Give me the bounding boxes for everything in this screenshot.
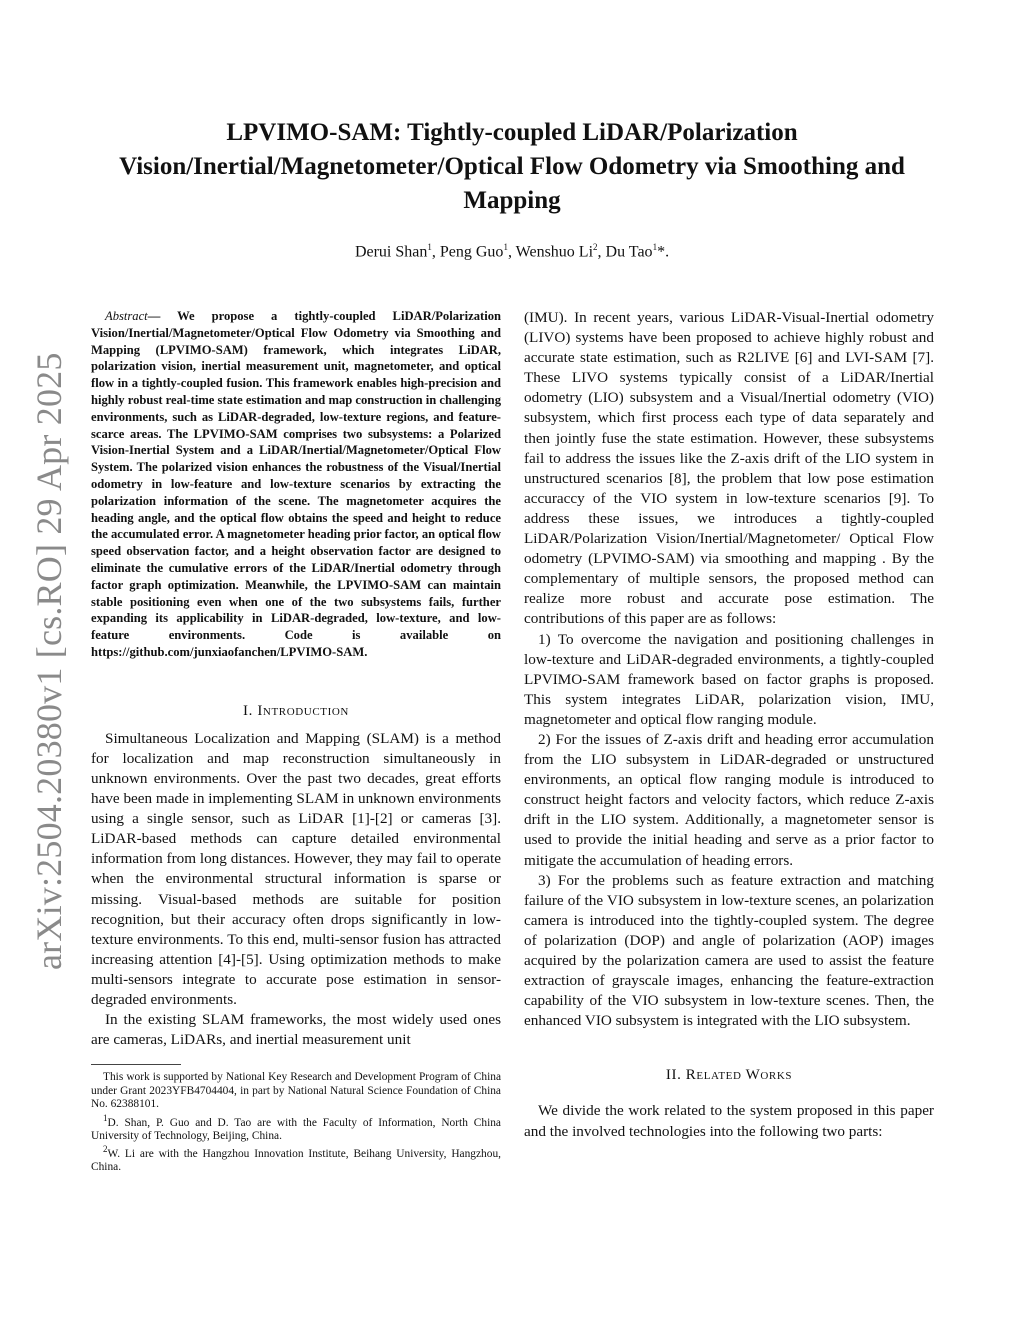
affiliation-footnote: $^2$W. Li are with the Hangzhou Innovation Institute, Beihang University, Hangzhou, China. — [91, 1144, 501, 1174]
corresponding-author-mark: *. — [657, 243, 670, 261]
author-name: Du Tao — [605, 243, 653, 261]
affiliation-mark: 1 — [427, 242, 432, 252]
abstract — [91, 308, 501, 661]
intro-paragraph: Simultaneous Localization and Mapping (SLAM) is a method for localization and map reconstruction simultaneously in unknown environments. Over the past two decades, great efforts have been made in implementing SLAM in unknown environments using a single sensor, such as LiDAR [1]-[2] or cameras [3]. LiDAR-based methods can capture detailed environmental information from long distances. However, they may fail to operate when the environmental structural information is sparse or missing. Visual-based methods are suitable for position recognition, but their accuracy often drops significantly in low-texture environments. To this end, multi-sensor fusion has attracted increasing attention [4]-[5]. Using optimization methods to make multi-sensors integrate to accurate pose estimation in sensor-degraded environments. — [91, 729, 501, 1009]
author-name: Derui Shan — [354, 243, 428, 261]
footnote-divider — [91, 1064, 181, 1065]
affiliation-mark: 2 — [593, 242, 598, 252]
intro-paragraph: In the existing SLAM frameworks, the most widely used ones are cameras, LiDARs, and inertial measurement unit — [91, 1011, 501, 1049]
right-column — [524, 308, 934, 1142]
affiliation-mark: 1 — [503, 242, 508, 252]
intro-paragraph-continued: (IMU). In recent years, various LiDAR-Visual-Inertial odometry (LIVO) systems have been proposed to achieve highly robust and accurate state estimation, such as R2LIVE [6] and LVI-SAM [7]. These LIVO systems typically consist of a LiDAR/Inertial odometry (LIO) subsystem and a Visual/Inertial odometry (VIO) subsystem, which first process each type of data separately and then jointly fuse the state estimation. However, these subsystems fail to address the issues like the Z-axis drift of the LIO system in unstructured scenarios [8], the problem that low pose estimation accuraccy of the VIO system in low-texture scenarios [9]. To address these issues, we introduces a tightly-coupled LiDAR/Polarization Vision/Inertial/Magnetometer/ Optical Flow odometry (LPVIMO-SAM) via smoothing and mapping . By the complementary of multiple sensors, the proposed method can realize more robust and accurate pose estimation. The contributions of this paper are as follows: — [524, 309, 934, 628]
related-paragraph: We divide the work related to the system proposed in this paper and the involved technologies into the following two parts: — [524, 1102, 934, 1140]
affiliation-footnote: $^1$D. Shan, P. Guo and D. Tao are with the Faculty of Information, North China University of Technology, Beijing, China. — [91, 1112, 501, 1142]
section-heading-introduction: I. Introduction — [243, 702, 349, 719]
affiliation-mark: 1 — [652, 242, 658, 252]
author-list: Derui Shan$^1$, Peng Guo$^1$, Wenshuo Li$^2$, Du Tao$^1$*. — [354, 242, 670, 261]
section-heading-related-works: II. Related Works — [665, 1067, 793, 1084]
contribution-item: 3) For the problems such as feature extraction and matching failure of the VIO subsystem in low-texture scenes, an polarization camera is introduced into the tightly-coupled system. The degree of polarization (DOP) and angle of polarization (AOP) images acquired by the polarization camera are used to assist the feature extraction of grayscale images, enhancing the feature-extraction capability of the VIO subsystem in low-texture scenes. Then, the enhanced VIO subsystem is integrated with the LIO subsystem. — [524, 871, 934, 1030]
abstract-label: Abstract — [105, 309, 148, 323]
author-name: Peng Guo — [439, 243, 504, 261]
arxiv-stamp: arXiv:2504.20380v1 [cs.RO] 29 Apr 2025 — [29, 352, 69, 970]
funding-footnote: This work is supported by National Key Research and Development Program of China under Grant 2023YFB4704404, in part by National Natural Science Foundation of China No. 62388101. — [91, 1071, 501, 1111]
contribution-item: 1) To overcome the navigation and positioning challenges in low-texture and LiDAR-degraded environments, a tightly-coupled LPVIMO-SAM framework based on factor graphs is proposed. This system integrates LiDAR, polarization vision, IMU, magnetometer and optical flow ranging module. — [524, 630, 934, 728]
abstract-text: — We propose a tightly-coupled LiDAR/Polarization Vision/Inertial/Magnetometer/Optical Flow Odometry via Smoothing and Mapping (LPVIMO-SAM) framework, which integrates LiDAR, polarization vision, inertial measurement unit, magnetometer, and optical flow in a tightly-coupled fusion. This framework enables high-precision and highly robust real-time state estimation and map construction in challenging environments, such as LiDAR-degraded, low-texture regions, and feature-scarce areas. The LPVIMO-SAM comprises two subsystems: a Polarized Vision-Inertial System and a LiDAR/Inertial/Magnetometer/Optical Flow System. The polarized vision enhances the robustness of the Visual/Inertial odometry in low-feature and low-texture scenarios by extracting the polarization information of the scene. The magnetometer acquires the heading angle, and the optical flow obtains the speed and height to reduce the accumulated error. A magnetometer heading prior factor, an optical flow speed observation factor, and a height observation factor are designed to eliminate the cumulative errors of the LiDAR/Inertial odometry through factor graph optimization. Meanwhile, the LPVIMO-SAM can maintain stable positioning even when one of the two subsystems fails, further expanding its applicability in LiDAR-degraded, low-texture, and low-feature environments. Code is available on https://github.com/junxiaofanchen/LPVIMO-SAM. — [91, 309, 501, 659]
author-name: Wenshuo Li — [515, 243, 594, 261]
left-column — [91, 308, 501, 1175]
contribution-item: 2) For the issues of Z-axis drift and heading error accumulation from the LIO subsystem in LiDAR-degraded or unstructured environments, an optical flow ranging module is introduced to construct height factors and velocity factors, which reduce Z-axis drift in the LIO system. Additionally, a magnetometer sensor is used to provide the initial heading and serve as a prior factor to mitigate the accumulation of heading errors. — [524, 730, 934, 869]
paper-title: LPVIMO-SAM: Tightly-coupled LiDAR/Polarization Vision/Inertial/Magnetometer/Optical Flow Odometry via Smoothing and Mapping — [119, 119, 905, 214]
